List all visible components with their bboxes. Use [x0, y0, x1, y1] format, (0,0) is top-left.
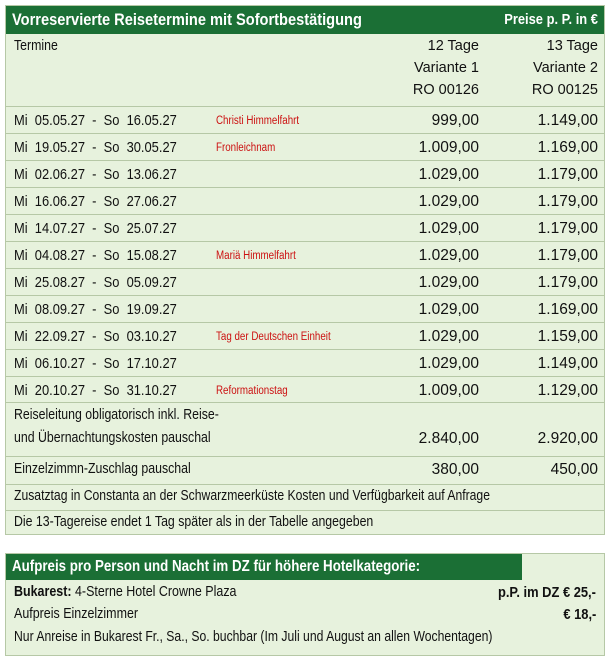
- zusatztag-note: Zusatztag in Constanta an der Schwarzmeerküste Kosten und Verfügbarkeit auf Anfrage: [14, 488, 490, 504]
- row-date: Mi 05.05.27 - So 16.05.27: [14, 112, 177, 129]
- column-v1-code: RO 00126: [412, 82, 479, 98]
- table-row: [6, 160, 604, 187]
- hotel-upgrade-box: [5, 553, 605, 656]
- reiseleitung-v1: 2.840,00: [418, 430, 479, 447]
- table-row: [6, 241, 604, 268]
- row-price-v1: 1.029,00: [418, 193, 479, 210]
- row-price-v1: 1.029,00: [418, 301, 479, 318]
- column-v2-days: 13 Tage: [546, 38, 598, 54]
- row-price-v2: 1.179,00: [537, 274, 598, 291]
- row-price-v2: 1.179,00: [537, 166, 598, 183]
- row-price-v2: 1.149,00: [537, 112, 598, 129]
- row-holiday-note: Christi Himmelfahrt: [216, 115, 300, 127]
- einzelzimmer-v1: 380,00: [431, 461, 479, 478]
- row-price-v1: 1.029,00: [418, 355, 479, 372]
- row-date: Mi 14.07.27 - So 25.07.27: [14, 220, 177, 237]
- row-price-v2: 1.159,00: [537, 328, 598, 345]
- table-row: [6, 268, 604, 295]
- divider: [6, 456, 604, 457]
- row-price-v2: 1.129,00: [537, 382, 598, 399]
- divider: [6, 402, 604, 403]
- table-row: [6, 376, 604, 403]
- reiseleitung-line1: Reiseleitung obligatorisch inkl. Reise-: [14, 407, 219, 423]
- row-price-v1: 999,00: [431, 112, 479, 129]
- prices-label: Preise p. P. in €: [504, 11, 598, 28]
- column-v2-variant: Variante 2: [532, 60, 598, 76]
- row-price-v2: 1.179,00: [537, 220, 598, 237]
- row-holiday-note: Mariä Himmelfahrt: [216, 250, 296, 262]
- row-price-v2: 1.179,00: [537, 247, 598, 264]
- row-price-v1: 1.029,00: [418, 166, 479, 183]
- table-row: [6, 133, 604, 160]
- row-price-v2: 1.179,00: [537, 193, 598, 210]
- table-row: [6, 187, 604, 214]
- bukarest-line: [14, 584, 236, 600]
- einzel-label: Aufpreis Einzelzimmer: [14, 606, 139, 622]
- row-price-v1: 1.029,00: [418, 220, 479, 237]
- column-v1-variant: Variante 1: [413, 60, 479, 76]
- upgrade-header: [6, 554, 522, 580]
- reiseleitung-line2: und Übernachtungskosten pauschal: [14, 430, 211, 446]
- column-termine: Termine: [14, 38, 58, 54]
- row-holiday-note: Reformationstag: [216, 385, 288, 397]
- anreise-note: Nur Anreise in Bukarest Fr., Sa., So. buchbar (Im Juli und August an allen Wochentagen): [14, 629, 493, 645]
- upgrade-title: Aufpreis pro Person und Nacht im DZ für höhere Hotelkategorie:: [12, 558, 421, 575]
- row-date: Mi 16.06.27 - So 27.06.27: [14, 193, 177, 210]
- row-price-v2: 1.169,00: [537, 139, 598, 156]
- table-row: [6, 106, 604, 133]
- row-date: Mi 20.10.27 - So 31.10.27: [14, 382, 177, 399]
- tagereise-note: Die 13-Tagereise endet 1 Tag später als in der Tabelle angegeben: [14, 514, 374, 530]
- row-price-v1: 1.029,00: [418, 274, 479, 291]
- row-date: Mi 04.08.27 - So 15.08.27: [14, 247, 177, 264]
- row-price-v1: 1.009,00: [418, 382, 479, 399]
- column-v2-code: RO 00125: [531, 82, 598, 98]
- row-price-v2: 1.169,00: [537, 301, 598, 318]
- bukarest-hotel: 4-Sterne Hotel Crowne Plaza: [71, 584, 237, 600]
- table-row: [6, 322, 604, 349]
- row-price-v2: 1.149,00: [537, 355, 598, 372]
- einzelzimmer-v2: 450,00: [550, 461, 598, 478]
- einzel-price: € 18,-: [563, 606, 596, 623]
- table-row: [6, 349, 604, 376]
- row-date: Mi 25.08.27 - So 05.09.27: [14, 274, 177, 291]
- bukarest-price: p.P. im DZ € 25,-: [498, 584, 596, 601]
- row-price-v1: 1.029,00: [418, 328, 479, 345]
- row-date: Mi 19.05.27 - So 30.05.27: [14, 139, 177, 156]
- table-title: Vorreservierte Reisetermine mit Sofortbestätigung: [12, 10, 362, 29]
- table-header: [6, 6, 604, 34]
- column-v1-days: 12 Tage: [427, 38, 479, 54]
- table-row: [6, 214, 604, 241]
- bukarest-label: Bukarest:: [14, 584, 72, 600]
- row-date: Mi 22.09.27 - So 03.10.27: [14, 328, 177, 345]
- row-holiday-note: Fronleichnam: [216, 142, 276, 154]
- row-holiday-note: Tag der Deutschen Einheit: [216, 331, 331, 343]
- divider: [6, 484, 604, 485]
- table-row: [6, 295, 604, 322]
- divider: [6, 510, 604, 511]
- dates-price-table: [5, 5, 605, 535]
- einzelzimmer-label: Einzelzimmn-Zuschlag pauschal: [14, 461, 191, 477]
- reiseleitung-v2: 2.920,00: [537, 430, 598, 447]
- row-price-v1: 1.009,00: [418, 139, 479, 156]
- row-date: Mi 08.09.27 - So 19.09.27: [14, 301, 177, 318]
- row-price-v1: 1.029,00: [418, 247, 479, 264]
- row-date: Mi 02.06.27 - So 13.06.27: [14, 166, 177, 183]
- row-date: Mi 06.10.27 - So 17.10.27: [14, 355, 177, 372]
